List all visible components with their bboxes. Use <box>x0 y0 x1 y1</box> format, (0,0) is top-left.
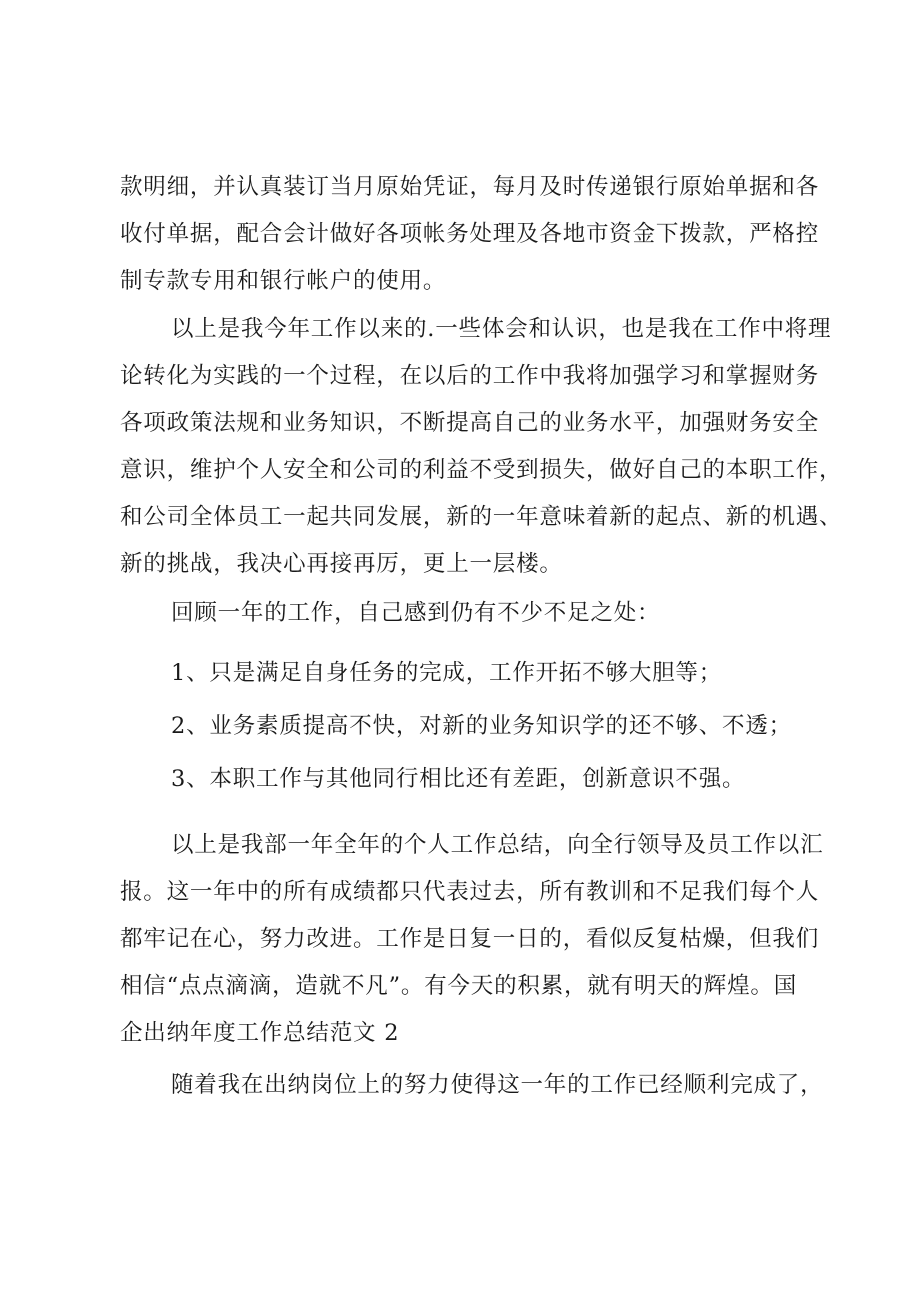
paragraph-line: 报。这一年中的所有成绩都只代表过去，所有教训和不足我们每个人 <box>120 879 820 905</box>
paragraph-line: 和公司全体员工一起共同发展，新的一年意味着新的起点、新的机遇、 <box>120 504 843 530</box>
paragraph-line: 以上是我今年工作以来的.一些体会和认识，也是我在工作中将理 <box>171 316 832 342</box>
paragraph-line: 都牢记在心，努力改进。工作是日复一日的，看似反复枯燥，但我们 <box>120 926 820 952</box>
paragraph-line: 意识，维护个人安全和公司的利益不受到损失，做好自己的本职工作， <box>120 457 843 483</box>
paragraph-line: 收付单据，配合会计做好各项帐务处理及各地市资金下拨款，严格控 <box>120 221 820 247</box>
paragraph-line: 各项政策法规和业务知识，不断提高自己的业务水平，加强财务安全 <box>120 410 820 436</box>
paragraph-line: 新的挑战，我决心再接再厉，更上一层楼。 <box>120 551 563 577</box>
paragraph-line: 款明细，并认真装订当月原始凭证，每月及时传递银行原始单据和各 <box>120 174 820 200</box>
paragraph-line: 制专款专用和银行帐户的使用。 <box>120 268 447 294</box>
list-item: 2、业务素质提高不快，对新的业务知识学的还不够、不透； <box>171 713 792 739</box>
list-item: 3、本职工作与其他同行相比还有差距，创新意识不强。 <box>171 766 746 792</box>
paragraph-line: 随着我在出纳岗位上的努力使得这一年的工作已经顺利完成了， <box>171 1072 824 1098</box>
paragraph-line: 回顾一年的工作，自己感到仍有不少不足之处： <box>171 600 661 626</box>
paragraph-line: 以上是我部一年全年的个人工作总结，向全行领导及员工作以汇 <box>171 832 824 858</box>
paragraph-line: 论转化为实践的一个过程，在以后的工作中我将加强学习和掌握财务 <box>120 363 820 389</box>
list-item: 1、只是满足自身任务的完成，工作开拓不够大胆等； <box>171 660 723 686</box>
paragraph-line: 企出纳年度工作总结范文 2 <box>120 1020 400 1046</box>
paragraph-line: 相信“点点滴滴，造就不凡”。有今天的积累，就有明天的辉煌。国 <box>120 973 798 999</box>
